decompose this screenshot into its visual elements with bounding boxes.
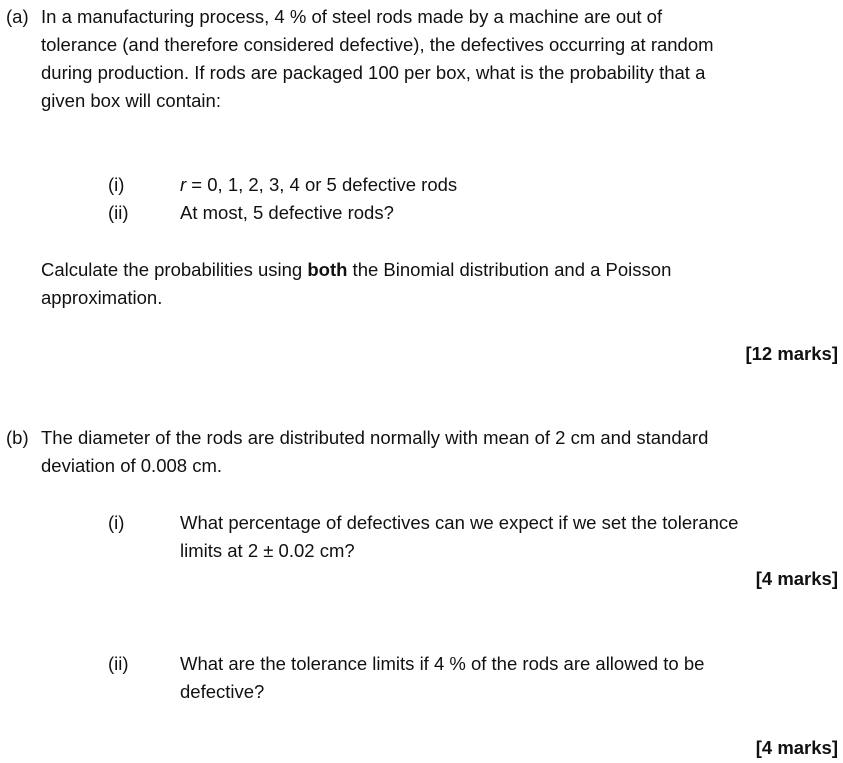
variable-r: r: [180, 174, 187, 195]
part-b-line-1: The diameter of the rods are distributed normally with mean of 2 cm and standard: [41, 427, 709, 448]
part-a-sub-ii-number: (ii): [108, 202, 129, 223]
part-a-label: (a): [6, 6, 29, 27]
part-b-sub-ii-line-2: defective?: [180, 681, 265, 702]
part-a-line-2: tolerance (and therefore considered defective), the defectives occurring at random: [41, 34, 714, 55]
part-b-sub-i-number: (i): [108, 512, 125, 533]
part-a-sub-i-number: (i): [108, 174, 125, 195]
part-a-instruction-line-2: approximation.: [41, 287, 163, 308]
part-a-line-4: given box will contain:: [41, 90, 221, 111]
part-b-sub-ii-number: (ii): [108, 653, 129, 674]
part-a-sub-i-rest: = 0, 1, 2, 3, 4 or 5 defective rods: [186, 174, 458, 195]
part-b-label: (b): [6, 427, 29, 448]
part-b-sub-i-marks: [4 marks]: [755, 568, 838, 589]
part-a-line-1: In a manufacturing process, 4 % of steel rods made by a machine are out of: [41, 6, 663, 27]
part-a-sub-ii-text: At most, 5 defective rods?: [180, 202, 394, 223]
part-b-sub-i-line-2: limits at 2 ± 0.02 cm?: [180, 540, 355, 561]
part-b-sub-ii-line-1: What are the tolerance limits if 4 % of the rods are allowed to be: [180, 653, 705, 674]
instruction-emphasis: both: [307, 259, 348, 280]
part-a-instruction: [41, 256, 671, 284]
part-b-sub-ii-marks: [4 marks]: [755, 737, 838, 758]
instruction-pre: Calculate the probabilities using: [41, 259, 308, 280]
part-b-line-2: deviation of 0.008 cm.: [41, 455, 222, 476]
part-a-marks: [12 marks]: [745, 343, 838, 364]
part-b-sub-i-line-1: What percentage of defectives can we expect if we set the tolerance: [180, 512, 739, 533]
instruction-post: the Binomial distribution and a Poisson: [347, 259, 672, 280]
part-a-sub-i-text: [180, 171, 457, 199]
part-a-line-3: during production. If rods are packaged 100 per box, what is the probability that a: [41, 62, 706, 83]
